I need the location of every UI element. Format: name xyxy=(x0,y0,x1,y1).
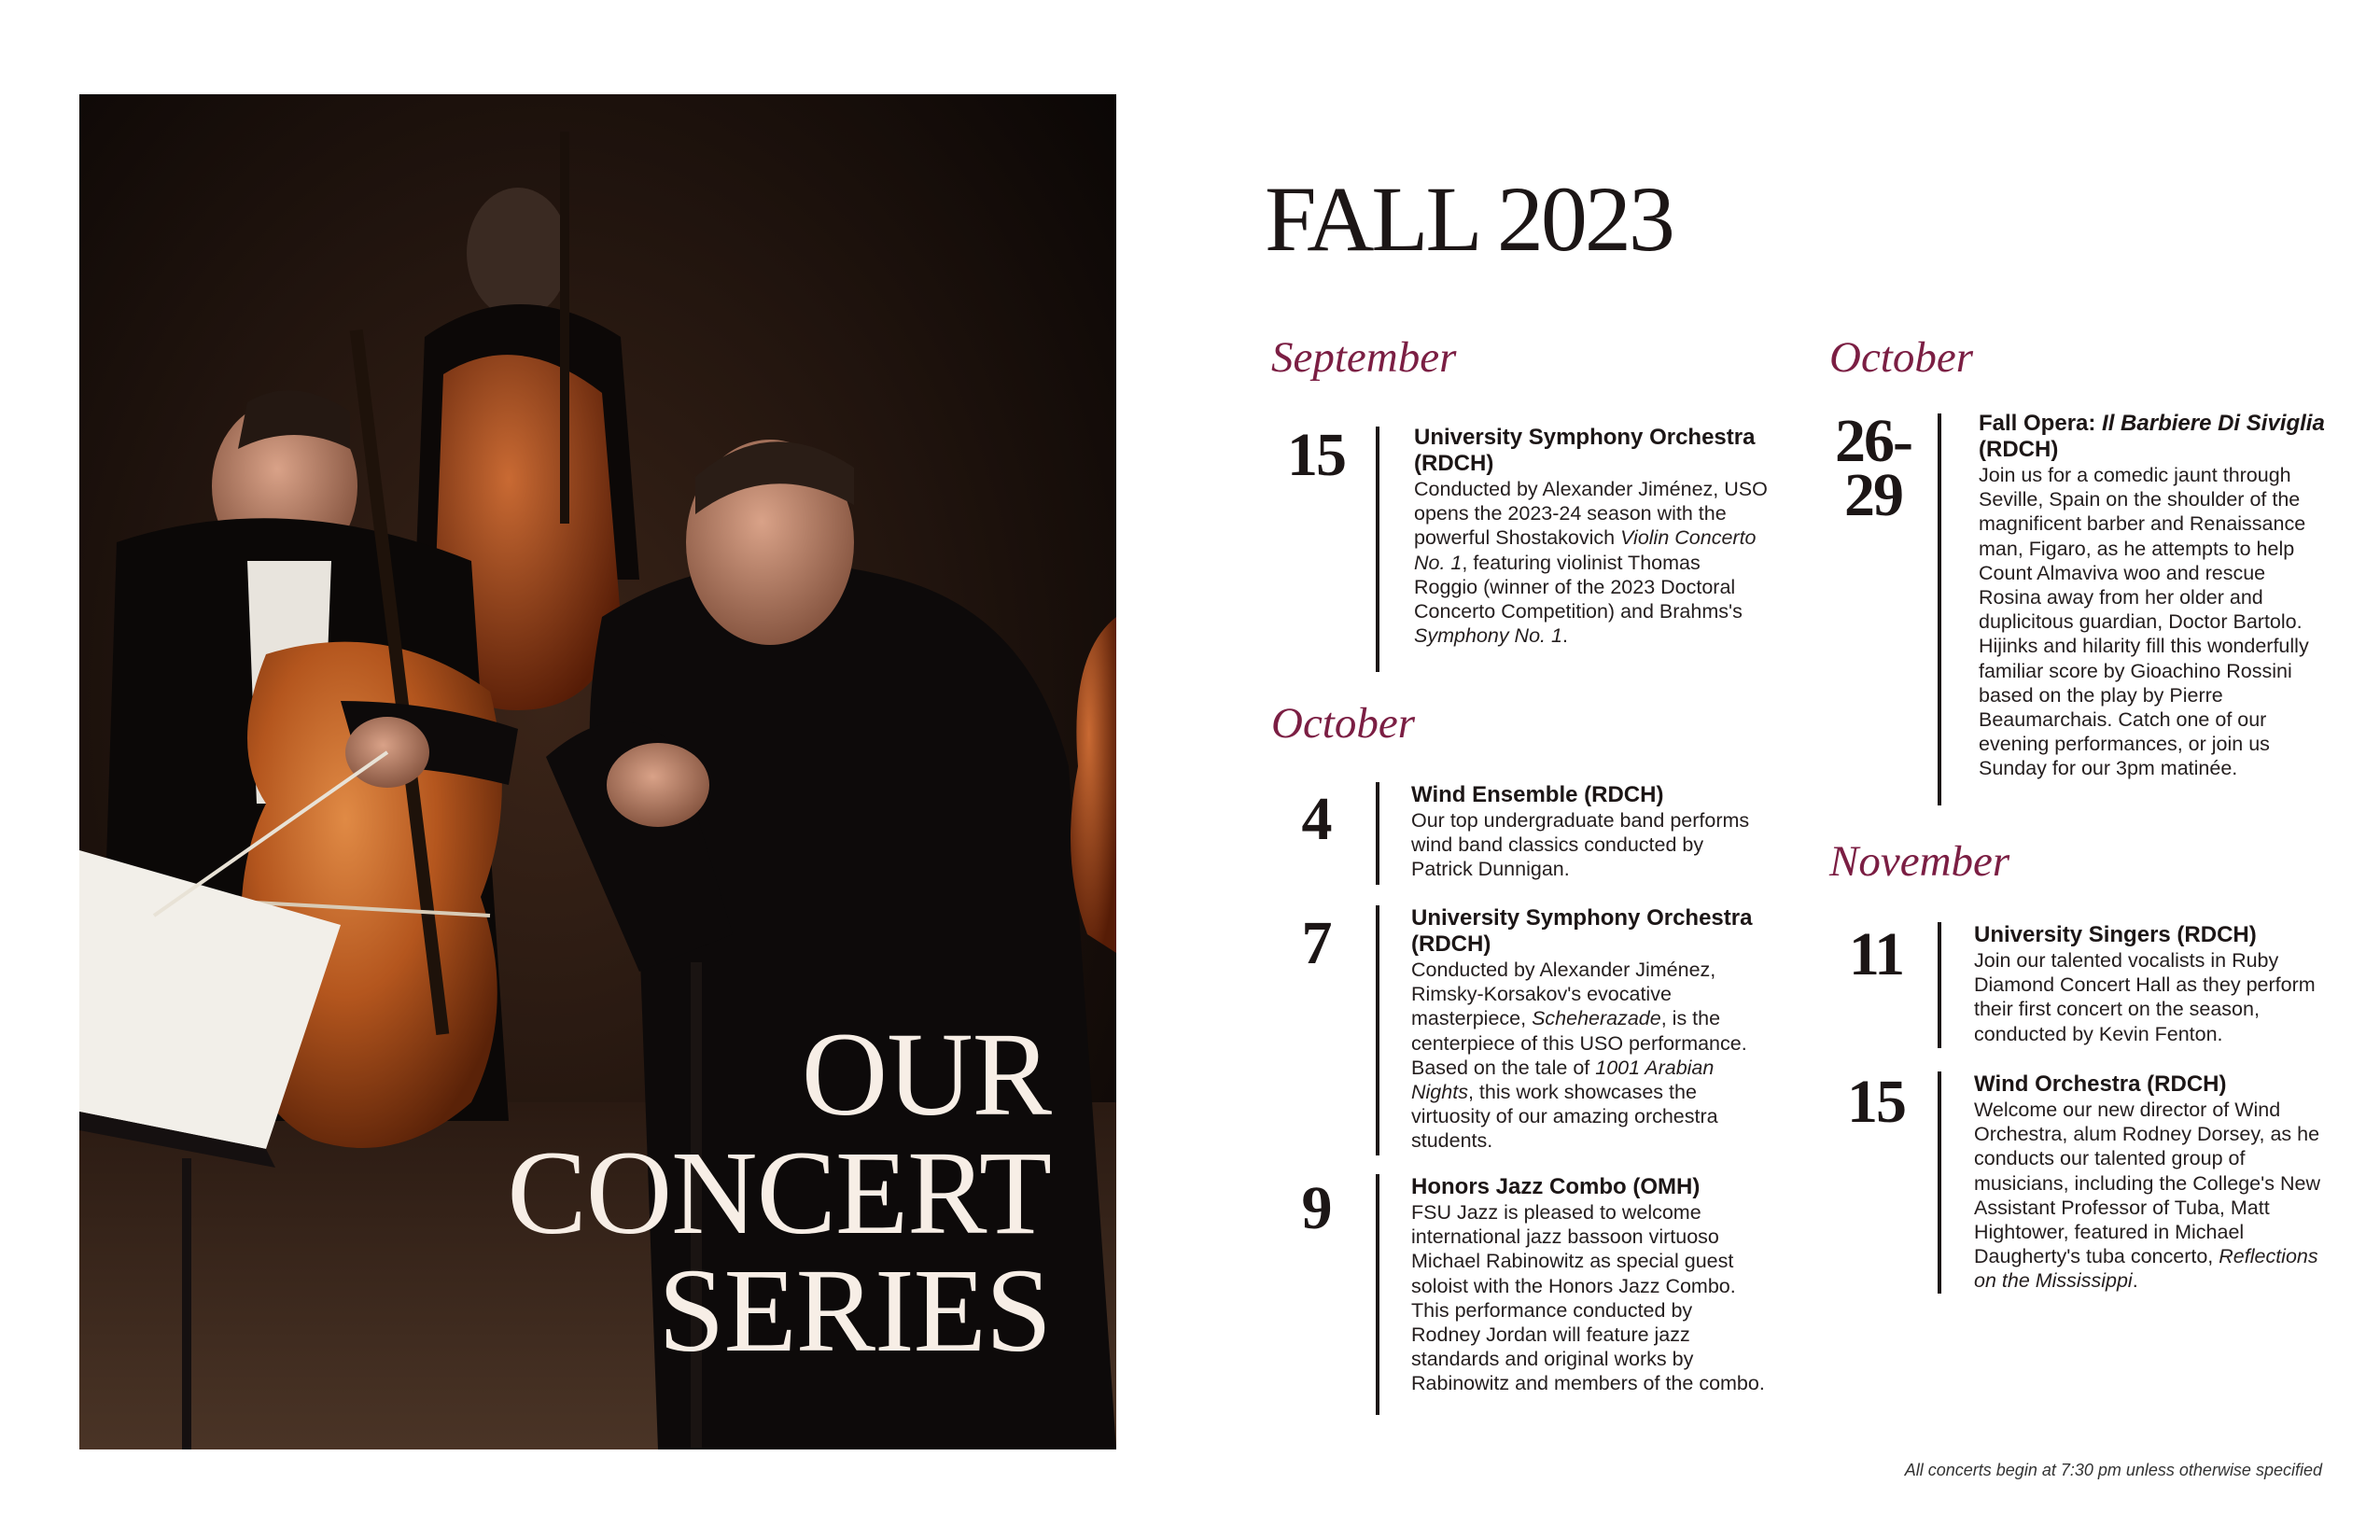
event-divider xyxy=(1938,413,1941,805)
event-title: Honors Jazz Combo (OMH) xyxy=(1411,1174,1701,1199)
event-day: 15 xyxy=(1287,421,1345,489)
event-description: Wind Orchestra (RDCH) Welcome our new director of Wind Orchestra, alum Rodney Dorsey, as he conducts our talented group of musicians, including the College's New Assistant Professor of Tuba, Matt Hightower, featured in Michael Daugherty's tuba concerto, Reflections on the Mississippi. xyxy=(1974,1071,2333,1294)
hero-title xyxy=(507,1007,1051,1378)
event-divider xyxy=(1938,922,1941,1048)
month-heading-october-2: October xyxy=(1829,333,1974,382)
event-day: 4 xyxy=(1301,785,1331,853)
event-day: 26- 29 xyxy=(1835,407,1911,529)
season-title: FALL 2023 xyxy=(1265,167,1673,271)
event-day: 7 xyxy=(1301,909,1331,977)
event-title: University Singers (RDCH) xyxy=(1974,922,2257,947)
event-description: University Symphony Orchestra (RDCH) Conducted by Alexander Jiménez, USO opens the 2023-24 season with the powerful Shostakovich Violin Concerto No. 1, featuring violinist Thomas Roggio (winner of the 2023 Doctoral Concerto Competition) and Brahms's Symphony No. 1. xyxy=(1414,425,1768,648)
month-heading-september: September xyxy=(1271,333,1457,382)
event-title: Wind Ensemble (RDCH) xyxy=(1411,782,1664,807)
month-heading-october: October xyxy=(1271,699,1416,748)
hero-line-1: OUR xyxy=(801,1007,1051,1141)
footnote: All concerts begin at 7:30 pm unless otherwise specified xyxy=(1904,1461,2322,1479)
event-title: University Symphony Orchestra (RDCH) xyxy=(1414,425,1756,476)
event-description: University Singers (RDCH) Join our talented vocalists in Ruby Diamond Concert Hall as they perform their first concert on the season, conducted by Kevin Fenton. xyxy=(1974,922,2333,1046)
event-description: Honors Jazz Combo (OMH) FSU Jazz is pleased to welcome international jazz bassoon virtuoso Michael Rabinowitz as special guest soloist with the Honors Jazz Combo. This performance conducted by Rodney Jordan will feature jazz standards and original works by Rabinowitz and members of the combo. xyxy=(1411,1174,1765,1395)
event-description: Fall Opera: Il Barbiere Di Siviglia (RDCH) Join us for a comedic jaunt through Seville, Spain on the shoulder of the magnificent barber and Renaissance man, Figaro, as he attempts to help Count Almaviva woo and rescue Rosina away from her older and duplicitous guardian, Doctor Bartolo. Hijinks and hilarity fill this wonderfully familiar score by Gioachino Rossini based on the play by Pierre Beaumarchais. Catch one of our evening performances, or join us Sunday for our 3pm matinée. xyxy=(1979,411,2333,781)
event-day: 15 xyxy=(1847,1068,1905,1136)
event-description: University Symphony Orchestra (RDCH) Conducted by Alexander Jiménez, Rimsky-Korsakov's evocative masterpiece, Scheherazade, is the centerpiece of this USO performance. Based on the tale of 1001 Arabian Nights, this work showcases the virtuosity of our amazing orchestra students. xyxy=(1411,905,1766,1154)
month-heading-november: November xyxy=(1829,837,2010,886)
event-day: 11 xyxy=(1848,920,1904,988)
event-title: Wind Orchestra (RDCH) xyxy=(1974,1071,2227,1097)
hero-line-3: SERIES xyxy=(658,1244,1051,1378)
event-title: Fall Opera: Il Barbiere Di Siviglia (RDCH) xyxy=(1979,411,2325,462)
hero-line-2: CONCERT xyxy=(507,1126,1051,1259)
concert-photo xyxy=(79,94,1116,1449)
event-divider xyxy=(1938,1071,1941,1294)
event-divider xyxy=(1376,782,1379,885)
event-title: University Symphony Orchestra (RDCH) xyxy=(1411,905,1753,957)
event-description: Wind Ensemble (RDCH) Our top undergraduate band performs wind band classics conducted by Patrick Dunnigan. xyxy=(1411,782,1766,882)
event-divider xyxy=(1376,905,1379,1155)
event-day: 9 xyxy=(1301,1174,1331,1242)
event-divider xyxy=(1376,427,1379,672)
event-divider xyxy=(1376,1174,1379,1415)
